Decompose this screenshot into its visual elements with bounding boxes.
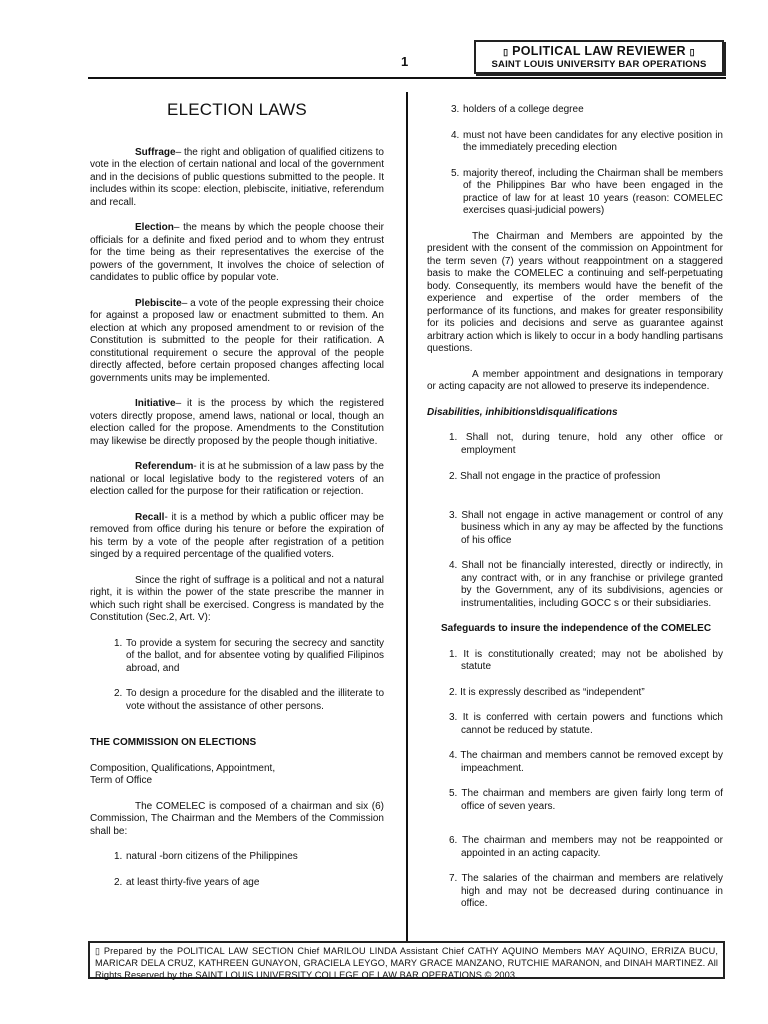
square-icon: ▯ (689, 47, 695, 57)
paragraph-referendum: Referendum- it is at he submission of a law pass by the national or local legislative body to the registered voters of an election called for the purpose for their ratification or rejection. (90, 461, 384, 497)
list-item: 2. at least thirty-five years of age (114, 876, 260, 888)
disabilities-list (427, 432, 723, 610)
footer-credits (88, 941, 725, 979)
column-divider (406, 92, 408, 942)
list-item: 5. The chairman and members are given fairly long term of office of seven years. (449, 788, 723, 812)
left-column (90, 100, 384, 889)
top-rule (88, 77, 726, 79)
right-column (427, 104, 723, 911)
header-subtitle: SAINT LOUIS UNIVERSITY BAR OPERATIONS (491, 59, 707, 70)
paragraph-composition: The COMELEC is composed of a chairman and six (6) Commission, The Chairman and the Members of the Commission shall be: (90, 800, 384, 837)
header-box (474, 40, 724, 74)
list-item: 4. must not have been candidates for any elective position in the immediately preceding election (451, 129, 723, 153)
list-item: 1. natural -born citizens of the Philippines (114, 851, 298, 862)
paragraph-appointment: The Chairman and Members are appointed by the president with the consent of the commission on Appointment for the term seven (7) years without reappointment on a staggered basis to make the COMELEC a continuing and self-perpetuating body. Consequently, its members would have the benefit of the experience and expertise of the order members of the performance of its functions, and makes for greater responsibility for its policies and decisions and serve as guarantee against arbitrary action which is likely to occur in a body handling partisans questions. (427, 230, 723, 354)
qualification-list (90, 851, 384, 889)
paragraph-suffrage-right: Since the right of suffrage is a political and not a natural right, it is within the power of the state prescribe the manner in which such right shall be exercised. Congress is mandated by the Constitution (Sec.2, Art. V): (90, 574, 384, 623)
header-title: ▯ POLITICAL LAW REVIEWER ▯ (503, 44, 695, 58)
paragraph-suffrage: Suffrage– the right and obligation of qualified citizens to vote in the election of certain national and local of the government and in the decisions of public questions submitted to the people. It includes within its scope: election, plebiscite, initiative, referendum and recall. (90, 146, 384, 208)
safeguards-heading: Safeguards to insure the independence of the COMELEC (441, 623, 712, 634)
footer-text: Prepared by the POLITICAL LAW SECTION Chief MARILOU LINDA Assistant Chief CATHY AQUINO Members MAY AQUINO, ERRIZA BUCU, MARICAR DELA CRUZ, KATHREEN GUNAYON, GRACIELA LEYGO, MARY GRACE MANZANO, RUTCHIE MARANON, and DINAH MARTINEZ. All Rights Reserved by the SAINT LOUIS UNIVERSITY COLLEGE OF LAW BAR OPERATIONS © 2003. (95, 946, 719, 980)
list-item: 6. The chairman and members may not be reappointed or appointed in an acting capacity. (449, 835, 723, 859)
list-item: 3. It is conferred with certain powers and functions which cannot be reduced by statute. (449, 712, 723, 736)
paragraph-temporary: A member appointment and designations in temporary or acting capacity are not allowed to preserve its independence. (427, 368, 723, 392)
paragraph-recall: Recall- it is a method by which a public officer may be removed from office during his tenure or before the expiration of his term by a vote of the people after registration of a petition singed by a required percentage of the qualified voters. (90, 511, 384, 560)
list-item: 5. majority thereof, including the Chairman shall be members of the Philippines Bar who have been engaged in the practice of law for at least 10 years (reason: COMELEC exercises quasi-judicial powers) (451, 167, 723, 216)
list-item: 3. Shall not engage in active management or control of any business which in any ay may be affected by the functions of his office (449, 509, 723, 546)
paragraph-plebiscite: Plebiscite– a vote of the people expressing their choice for against a proposed law or enactment submitted to them. An election at which any proposed amendment to or revision of the Constitution is submitted to the people for their ratification. A constitutional requirement o secure the approval of the people directly affected, before certain proposed changes affecting local governments units may be implemented. (90, 297, 384, 384)
qualification-list-continued (427, 104, 723, 218)
list-item: 7. The salaries of the chairman and members are relatively high and may not be decreased during continuance in office. (449, 873, 723, 909)
paragraph-election: Election– the means by which the people choose their officials for a definite and fixed period and to whom they entrust for the time being as their representatives the exercise of the powers of the government, It involves the choice of selection of candidates to public office by popular vote. (90, 222, 384, 283)
list-item: 2. It is expressly described as “independent” (449, 686, 645, 698)
mandate-list (90, 638, 384, 714)
list-item: 4. Shall not be financially interested, directly or indirectly, in any contract with, or in any franchise or privilege granted by the Government, any of its subdivisions, agencies or instrumentalities, including GOCC s or their subsidiaries. (449, 560, 723, 609)
composition-heading: Composition, Qualifications, Appointment, Term of Office (90, 762, 276, 786)
section-title: ELECTION LAWS (167, 100, 307, 119)
list-item: 3. holders of a college degree (451, 104, 584, 115)
paragraph-initiative: Initiative– it is the process by which the registered voters directly propose, amend laws, national or local, though an election called for the propose. Amendments to the Constitution may likewise be directly proposed by the people though initiative. (90, 398, 384, 447)
list-item: 2. Shall not engage in the practice of profession (449, 471, 661, 482)
list-item: 1. It is constitutionally created; may not be abolished by statute (449, 648, 723, 672)
list-item: 2. To design a procedure for the disabled and the illiterate to vote without the assistance of other persons. (114, 688, 384, 712)
safeguards-list (427, 649, 723, 911)
square-icon: ▯ (503, 47, 509, 57)
list-item: 1. To provide a system for securing the secrecy and sanctity of the ballot, and for absentee voting by qualified Filipinos abroad, and (114, 637, 384, 674)
comelec-heading: THE COMMISSION ON ELECTIONS (90, 737, 257, 748)
square-icon: ▯ (95, 946, 101, 956)
list-item: 1. Shall not, during tenure, hold any other office or employment (449, 432, 723, 456)
page-number: 1 (401, 54, 409, 69)
disabilities-heading: Disabilities, inhibitions\disqualifications (427, 406, 618, 418)
list-item: 4. The chairman and members cannot be removed except by impeachment. (449, 750, 723, 774)
